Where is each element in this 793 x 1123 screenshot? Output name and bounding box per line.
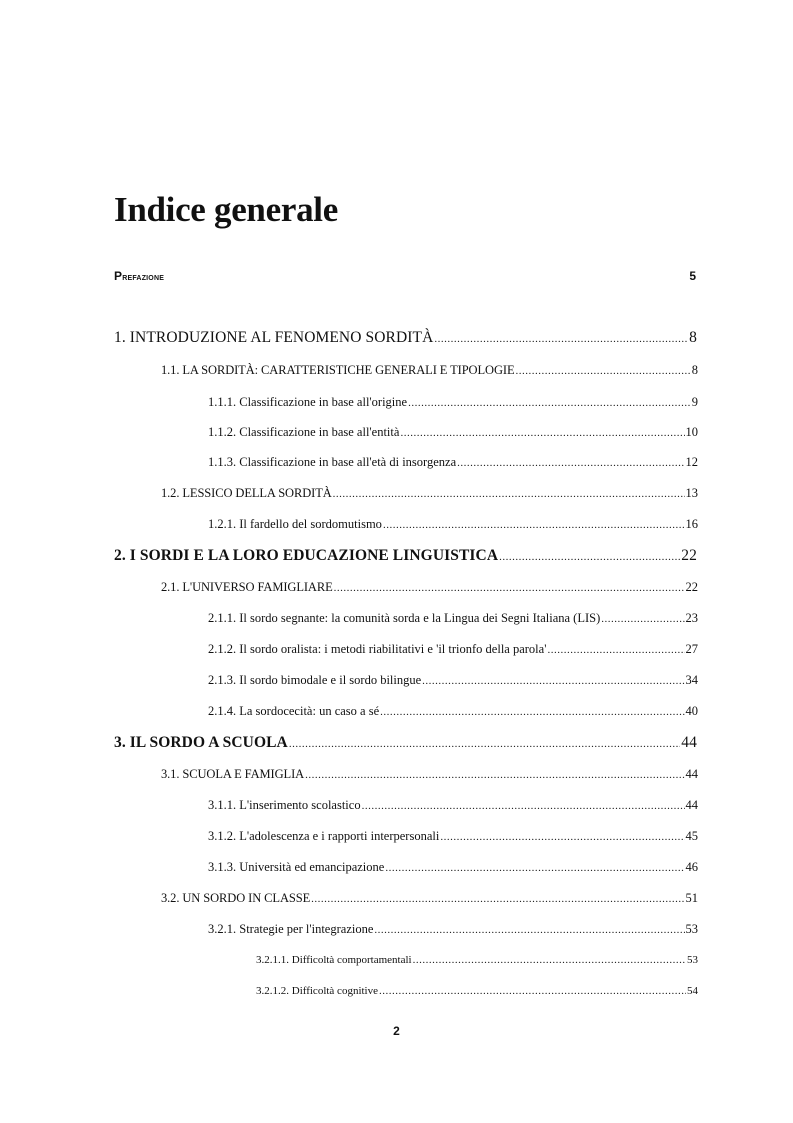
dot-leader [408, 397, 691, 409]
toc-entry-page: 13 [685, 486, 698, 500]
toc-entry-label: 2.1.1. Il sordo segnante: la comunità sorda e la Lingua dei Segni Italiana (LIS) [208, 611, 601, 625]
preface-page-number: 5 [689, 269, 696, 283]
toc-entry-label: 3.2.1. Strategie per l'integrazione [208, 922, 374, 936]
toc-entry-page: 22 [685, 580, 698, 594]
toc-subsection-3-1-3[interactable] [208, 860, 698, 875]
dot-leader [333, 488, 685, 500]
toc-entry-label: 3.2.1.2. Difficoltà cognitive [256, 985, 378, 997]
dot-leader [374, 924, 684, 936]
toc-section-2-1[interactable] [161, 580, 698, 595]
toc-entry-page: 44 [685, 798, 698, 812]
page-title: Indice generale [114, 190, 338, 229]
toc-entry-label: 1. INTRODUZIONE AL FENOMENO SORDITÀ [114, 329, 434, 346]
toc-entry-page: 54 [687, 985, 698, 997]
dot-leader [383, 519, 685, 531]
dot-leader [400, 427, 684, 439]
toc-entry-label: 1.2.1. Il fardello del sordomutismo [208, 517, 382, 531]
toc-entry-label: 1.1.2. Classificazione in base all'entità [208, 425, 400, 439]
toc-entry-page: 22 [681, 547, 697, 564]
toc-entry-page: 10 [685, 425, 698, 439]
toc-entry-page: 40 [685, 704, 698, 718]
toc-entry-page: 51 [685, 891, 698, 905]
toc-chapter-2[interactable] [114, 547, 697, 565]
toc-entry-label: 1.1.1. Classificazione in base all'origine [208, 395, 408, 409]
toc-entry-page: 45 [685, 829, 698, 843]
dot-leader [515, 365, 690, 377]
toc-entry-label: 2. I SORDI E LA LORO EDUCAZIONE LINGUISTICA [114, 547, 499, 564]
toc-entry-label: 3.1.1. L'inserimento scolastico [208, 798, 361, 812]
dot-leader [413, 954, 686, 966]
toc-subsection-1-2-1[interactable] [208, 517, 698, 532]
toc-entry-page: 53 [687, 954, 698, 966]
dot-leader [434, 333, 688, 345]
toc-subsubsection-3-2-1-2[interactable] [256, 985, 698, 997]
page-number: 2 [393, 1024, 400, 1038]
dot-leader [334, 582, 685, 594]
toc-chapter-3[interactable] [114, 734, 697, 752]
dot-leader [362, 800, 685, 812]
toc-subsection-3-1-2[interactable] [208, 829, 698, 844]
toc-entry-label: 2.1.3. Il sordo bimodale e il sordo bilingue [208, 673, 422, 687]
toc-entry-page: 53 [685, 922, 698, 936]
toc-entry-page: 44 [681, 734, 697, 751]
dot-leader [499, 551, 680, 563]
dot-leader [601, 613, 684, 625]
toc-section-3-1[interactable] [161, 767, 698, 782]
toc-section-1-1[interactable] [161, 363, 698, 378]
toc-entry-label: 3. IL SORDO A SCUOLA [114, 734, 288, 751]
toc-entry-label: 3.2.1.1. Difficoltà comportamentali [256, 954, 412, 966]
dot-leader [422, 675, 684, 687]
toc-entry-page: 23 [685, 611, 698, 625]
toc-entry-label: 2.1.4. La sordocecità: un caso a sé [208, 704, 380, 718]
dot-leader [379, 985, 686, 997]
toc-chapter-1[interactable] [114, 329, 697, 347]
toc-subsection-1-1-3[interactable] [208, 455, 698, 470]
toc-entry-label: 3.1.2. L'adolescenza e i rapporti interpersonali [208, 829, 440, 843]
toc-entry-page: 16 [685, 517, 698, 531]
toc-subsection-1-1-1[interactable] [208, 395, 698, 410]
toc-entry-label: 2.1.2. Il sordo oralista: i metodi riabilitativi e 'il trionfo della parola' [208, 642, 547, 656]
preface-label: Prefazione [114, 269, 165, 283]
dot-leader [311, 893, 684, 905]
toc-entry-page: 9 [691, 395, 698, 409]
dot-leader [457, 457, 684, 469]
dot-leader [385, 862, 684, 874]
toc-entry-page: 44 [685, 767, 698, 781]
toc-subsection-1-1-2[interactable] [208, 425, 698, 440]
dot-leader [289, 738, 680, 750]
toc-entry-page: 12 [685, 455, 698, 469]
toc-subsubsection-3-2-1-1[interactable] [256, 954, 698, 966]
toc-entry-page: 8 [689, 329, 697, 346]
dot-leader [305, 769, 684, 781]
toc-entry-label: 3.2. UN SORDO IN CLASSE [161, 891, 311, 905]
toc-subsection-2-1-1[interactable] [208, 611, 698, 626]
toc-subsection-2-1-3[interactable] [208, 673, 698, 688]
toc-subsection-3-1-1[interactable] [208, 798, 698, 813]
toc-entry-label: 3.1. SCUOLA E FAMIGLIA [161, 767, 305, 781]
toc-entry-label: 1.1. LA SORDITÀ: CARATTERISTICHE GENERALI E TIPOLOGIE [161, 363, 515, 377]
toc-section-3-2[interactable] [161, 891, 698, 906]
toc-entry-label: 1.2. LESSICO DELLA SORDITÀ [161, 486, 332, 500]
toc-section-1-2[interactable] [161, 486, 698, 501]
dot-leader [547, 644, 684, 656]
toc-subsection-2-1-4[interactable] [208, 704, 698, 719]
toc-subsection-3-2-1[interactable] [208, 922, 698, 937]
toc-subsection-2-1-2[interactable] [208, 642, 698, 657]
toc-entry-page: 34 [685, 673, 698, 687]
toc-entry-page: 27 [685, 642, 698, 656]
dot-leader [380, 706, 684, 718]
toc-entry-label: 2.1. L'UNIVERSO FAMIGLIARE [161, 580, 333, 594]
toc-entry-label: 3.1.3. Università ed emancipazione [208, 860, 385, 874]
toc-entry-page: 8 [691, 363, 698, 377]
toc-entry-page: 46 [685, 860, 698, 874]
toc-entry-label: 1.1.3. Classificazione in base all'età di insorgenza [208, 455, 457, 469]
dot-leader [440, 831, 684, 843]
